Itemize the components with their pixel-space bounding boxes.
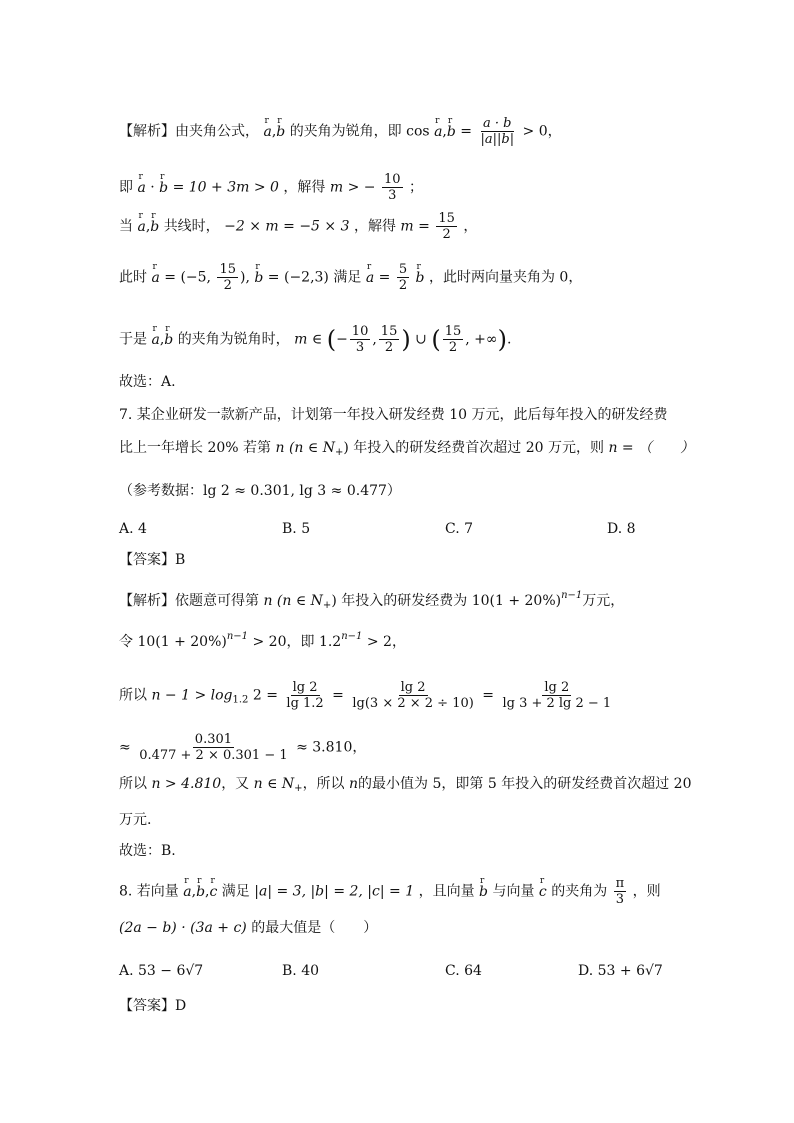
math: , +∞ bbox=[465, 331, 498, 348]
text: 满足 bbox=[333, 269, 362, 286]
text: 的夹角为锐角，即 bbox=[289, 123, 402, 140]
math: n−1 bbox=[341, 631, 363, 642]
vec-a: r a bbox=[151, 268, 159, 288]
text: ， bbox=[547, 123, 562, 140]
denominator: 2 bbox=[398, 278, 408, 293]
fraction bbox=[397, 262, 409, 293]
text: 的最小值为 5，即第 5 年投入的研发经费首次超过 20 bbox=[358, 776, 692, 792]
q8-answer: 【答案】D bbox=[119, 998, 187, 1014]
vec-c: r c bbox=[539, 882, 547, 902]
math: n−1 bbox=[226, 631, 249, 642]
q7-analysis-line-5 bbox=[119, 774, 691, 799]
denominator: 2 bbox=[223, 278, 232, 293]
text: ，又 bbox=[221, 776, 250, 792]
q7-analysis-line-7: 故选：B. bbox=[119, 843, 176, 859]
q7-analysis-line-4 bbox=[119, 732, 366, 763]
fraction bbox=[379, 324, 400, 355]
vec-a: r a bbox=[434, 122, 442, 142]
text: ，解得 bbox=[353, 218, 396, 235]
vec-b: r b bbox=[447, 122, 456, 142]
fraction bbox=[350, 680, 475, 711]
analysis-line-1: 【解析】由夹角公式， r a,r b 的夹角为锐角，即 cos r a,r b = $\frac{a \cdot b}{|a||b|}$ > 0， bbox=[119, 116, 562, 147]
denominator: lg 1.2 bbox=[286, 696, 324, 711]
q7-answer: 【答案】B bbox=[119, 552, 186, 568]
text: ； bbox=[408, 179, 423, 196]
text: 与向量 bbox=[492, 883, 535, 900]
text: ，且向量 bbox=[418, 883, 475, 900]
math: n (n ∈ N bbox=[275, 440, 335, 456]
math: m ∈ bbox=[294, 331, 323, 348]
vec-c: r c bbox=[210, 882, 218, 902]
fraction bbox=[217, 262, 238, 293]
denominator: 3 bbox=[355, 340, 365, 355]
math: + bbox=[334, 447, 344, 458]
numerator: lg 2 bbox=[292, 680, 318, 695]
math: m = bbox=[400, 218, 430, 235]
fraction bbox=[382, 172, 403, 203]
q8-option-b[interactable]: B. 40 bbox=[282, 963, 320, 979]
vec-b: r b bbox=[159, 178, 168, 198]
text: . bbox=[506, 331, 512, 348]
vec-a: r a bbox=[137, 178, 145, 198]
denominator: 2 bbox=[442, 227, 451, 242]
q8-line-1: 8. 若向量 r a,r b,r c 满足 |a| = 3, |b| = 2, |c| = 1 ，且向量 r b 与向量 r c 的夹角为 $\frac{\pi}{3}$ ，则 bbox=[119, 876, 661, 907]
vec-a: r a bbox=[137, 217, 145, 237]
analysis-line-5: 于是 r a,r b 的夹角为锐角时， m ∈ (− $\frac{10}{3}$ , $\frac{15}{2}$ ) ∪ ( $\frac{15}{2}$ , +∞). bbox=[119, 324, 511, 355]
vec-b: r b bbox=[254, 268, 263, 288]
vec-a: r a bbox=[151, 330, 159, 350]
math: = bbox=[482, 687, 494, 704]
math: = (−5, bbox=[164, 269, 211, 286]
math: −2 × m = −5 × 3 bbox=[224, 218, 350, 235]
fraction bbox=[137, 732, 289, 763]
analysis-line-4: 此时 r a = (−5, $\frac{15}{2}$ ), r b = (−2,3) 满足 r a = $\frac{5}{2}$ r b ，此时两向量夹角为 0， bbox=[119, 262, 582, 293]
text: ， bbox=[352, 739, 367, 756]
text: 共线时， bbox=[163, 218, 220, 235]
math: = (−2,3) bbox=[267, 269, 329, 286]
numerator: 15 bbox=[438, 211, 455, 226]
text: cos bbox=[406, 123, 430, 140]
q7-analysis-line-3 bbox=[119, 680, 615, 711]
q7-option-c[interactable]: C. 7 bbox=[445, 521, 474, 537]
q7-reference-data: （参考数据：lg 2 ≈ 0.301, lg 3 ≈ 0.477） bbox=[119, 483, 401, 499]
math: (2a − b) · (3a + c) bbox=[119, 920, 247, 936]
denominator: 0.477 + 2 × 0.301 − 1 bbox=[139, 748, 288, 763]
math: > 20 bbox=[252, 634, 287, 650]
text: 的最大值是（ ） bbox=[251, 920, 378, 936]
text: 的夹角为锐角时， bbox=[177, 331, 290, 348]
denominator: 3 bbox=[388, 188, 397, 203]
vec-a: r a bbox=[263, 122, 271, 142]
denominator: lg(3 × 2 × 2 ÷ 10) bbox=[352, 696, 474, 711]
math: 10(1 + 20%) bbox=[137, 634, 227, 650]
q7-option-b[interactable]: B. 5 bbox=[282, 521, 311, 537]
vec-b: r b bbox=[164, 330, 173, 350]
fraction bbox=[436, 211, 457, 242]
text: 所以 bbox=[119, 776, 147, 792]
q8-option-a[interactable]: A. 53 − 6√7 bbox=[119, 963, 204, 979]
text: 当 bbox=[119, 218, 133, 235]
math: 1.2 bbox=[318, 634, 342, 650]
math: > 2 bbox=[366, 634, 392, 650]
text: ， bbox=[463, 218, 478, 235]
math: + bbox=[294, 783, 303, 794]
math: ≈ 3.810 bbox=[296, 739, 353, 756]
q7-analysis-line-6: 万元. bbox=[119, 812, 152, 828]
analysis-line-3: 当 r a,r b 共线时， −2 × m = −5 × 3 ，解得 m = $\frac{15}{2}$ ， bbox=[119, 211, 477, 242]
vec-b: r b bbox=[276, 122, 285, 142]
math: m > − bbox=[329, 179, 376, 196]
math: n bbox=[349, 776, 359, 792]
vec-b: r b bbox=[196, 882, 205, 902]
numerator: lg 2 bbox=[544, 680, 570, 695]
math: n − 1 > log bbox=[151, 687, 233, 704]
q7-analysis-line-2 bbox=[119, 627, 406, 652]
vec-b: r b bbox=[479, 882, 488, 902]
math: 10(1 + 20%) bbox=[471, 593, 562, 609]
text: 于是 bbox=[119, 331, 147, 348]
numerator: 15 bbox=[380, 324, 398, 339]
math: |a| = 3, |b| = 2, |c| = 1 bbox=[254, 883, 415, 900]
text: ， bbox=[391, 634, 406, 650]
fraction bbox=[500, 680, 613, 711]
text: ，解得 bbox=[283, 179, 326, 196]
analysis-line-6: 故选：A. bbox=[119, 374, 176, 390]
numerator: 5 bbox=[398, 262, 408, 277]
text: 万元， bbox=[582, 593, 625, 609]
q7-analysis-line-1 bbox=[119, 586, 624, 616]
text: 此时 bbox=[119, 269, 147, 286]
text: ) 年投入的研发经费首次超过 20 万元，则 bbox=[343, 440, 604, 456]
math: ∪ bbox=[415, 331, 427, 348]
math: n ∈ N bbox=[253, 776, 295, 792]
math: 1.2 bbox=[232, 694, 249, 706]
numerator: π bbox=[615, 876, 625, 891]
fraction bbox=[443, 324, 464, 355]
q8-line-2 bbox=[119, 918, 377, 938]
analysis-label: 【解析】 bbox=[119, 123, 175, 140]
q7-line-2 bbox=[119, 438, 694, 463]
numerator: 15 bbox=[444, 324, 462, 339]
text: 即 bbox=[119, 179, 133, 196]
fraction bbox=[350, 324, 371, 355]
fraction bbox=[284, 680, 325, 711]
text: > 0 bbox=[522, 123, 548, 140]
fraction: $\frac{a \cdot b}{|a||b|}$ bbox=[480, 116, 515, 147]
vec-b: r b bbox=[416, 268, 425, 288]
text: 满足 bbox=[221, 883, 250, 900]
math: 2 = bbox=[248, 687, 278, 704]
vec-b: r b bbox=[150, 217, 159, 237]
text: 所以 bbox=[119, 687, 147, 704]
numerator: 15 bbox=[219, 262, 236, 277]
numerator: lg 2 bbox=[400, 680, 426, 695]
math: n > 4.810 bbox=[151, 776, 222, 792]
math: n−1 bbox=[561, 590, 583, 601]
numerator: 0.301 bbox=[194, 732, 233, 747]
vec-a: r a bbox=[366, 268, 374, 288]
text: ，此时两向量夹角为 0， bbox=[428, 269, 583, 286]
text: ) 年投入的研发经费为 bbox=[331, 593, 468, 609]
numerator: 10 bbox=[351, 324, 369, 339]
text: 由夹角公式， bbox=[175, 123, 259, 140]
math: ≈ bbox=[119, 739, 131, 756]
text: 8. 若向量 bbox=[119, 883, 179, 900]
text: ，即 bbox=[286, 634, 315, 650]
math: = 10 + 3m > 0 bbox=[172, 179, 279, 196]
math: ) bbox=[240, 269, 246, 286]
denominator: 2 bbox=[448, 340, 458, 355]
q8-option-c[interactable]: C. 64 bbox=[445, 963, 482, 979]
text: 的夹角为 bbox=[551, 883, 608, 900]
text: 【解析】依题意可得第 bbox=[119, 593, 259, 609]
q8-option-d[interactable]: D. 53 + 6√7 bbox=[578, 963, 663, 979]
math: + bbox=[322, 600, 332, 611]
numerator: 10 bbox=[383, 172, 401, 187]
q7-option-d[interactable]: D. 8 bbox=[607, 521, 636, 537]
analysis-line-2: 即 r a · r b = 10 + 3m > 0 ，解得 m > − $\frac{10}{3}$ ； bbox=[119, 172, 423, 203]
fraction bbox=[614, 876, 627, 907]
text: 令 bbox=[119, 634, 133, 650]
math: n (n ∈ N bbox=[263, 593, 323, 609]
q7-option-a[interactable]: A. 4 bbox=[119, 521, 147, 537]
denominator: 2 bbox=[384, 340, 394, 355]
vec-a: r a bbox=[183, 882, 191, 902]
denominator: 3 bbox=[615, 892, 625, 907]
q7-line-1: 7. 某企业研发一款新产品，计划第一年投入研发经费 10 万元，此后每年投入的研发经费 bbox=[119, 407, 668, 423]
math: = bbox=[332, 687, 344, 704]
text: n = （ ） bbox=[608, 440, 695, 456]
text: ，则 bbox=[632, 883, 661, 900]
text: 比上一年增长 20% 若第 bbox=[119, 440, 272, 456]
denominator: lg 3 + 2 lg 2 − 1 bbox=[502, 696, 612, 711]
text: ，所以 bbox=[302, 776, 345, 792]
